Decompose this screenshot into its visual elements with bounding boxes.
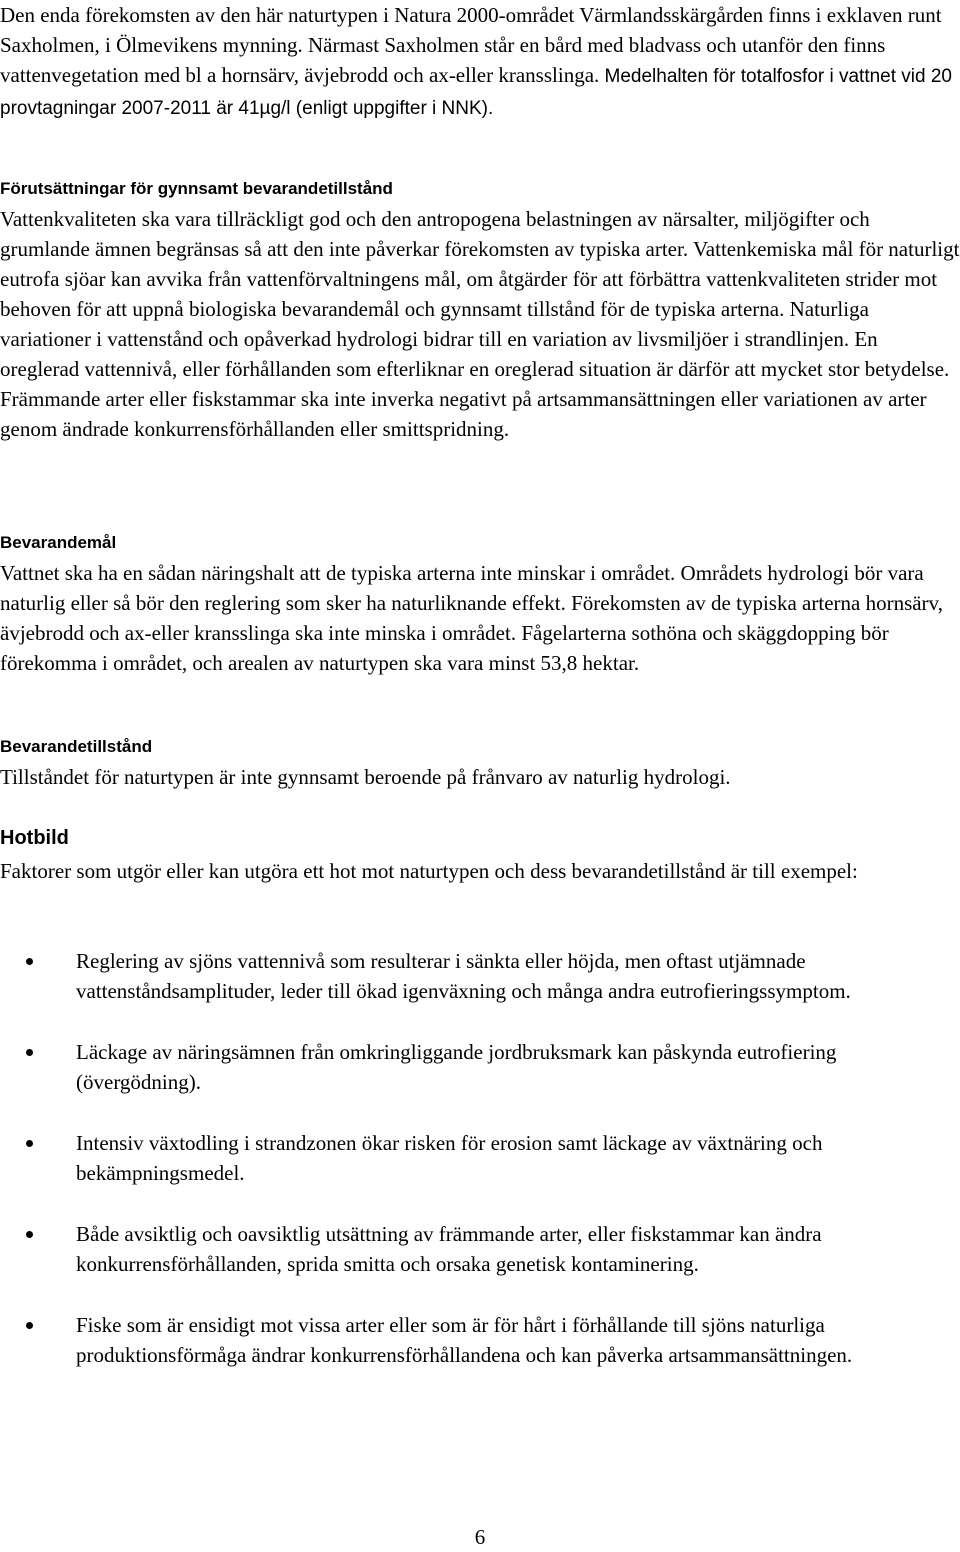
bullet-icon xyxy=(26,1322,33,1329)
section-bevarandetillstand xyxy=(0,734,960,792)
section-body: Faktorer som utgör eller kan utgöra ett hot mot naturtypen och dess bevarandetillstånd är till exempel: xyxy=(0,859,858,883)
section-heading: Förutsättningar för gynnsamt bevarandetillstånd xyxy=(0,179,393,198)
section-heading: Bevarandetillstånd xyxy=(0,737,153,756)
bullet-icon xyxy=(26,1231,33,1238)
list-item: Både avsiktlig och oavsiktlig utsättning av främmande arter, eller fiskstammar kan ändra konkurrensförhållanden, sprida smitta och orsaka genetisk kontaminering. xyxy=(0,1219,960,1279)
section-hotbild xyxy=(0,824,960,886)
list-item: Läckage av näringsämnen från omkringliggande jordbruksmark kan påskynda eutrofiering (övergödning). xyxy=(0,1037,960,1097)
bullet-icon xyxy=(26,1140,33,1147)
intro-tail-text: Medelhalten för totalfosfor i vattnet vid 20 provtagningar 2007-2011 är 41µg/l (enligt uppgifter i NNK). xyxy=(0,66,952,119)
section-body: Tillståndet för naturtypen är inte gynnsamt beroende på frånvaro av naturlig hydrologi. xyxy=(0,765,731,789)
section-body: Vattnet ska ha en sådan näringshalt att de typiska arterna inte minskar i området. Områdets hydrologi bör vara naturlig eller så bör den reglering som sker ha naturliknande effekt. Förekomsten av de typiska arterna hornsärv, ävjebrodd och ax-eller kransslinga ska inte minska i området. Fågelarterna sothöna och skäggdopping bör förekomma i området, och arealen av naturtypen ska vara minst 53,8 hektar. xyxy=(0,561,943,675)
page-number: 6 xyxy=(474,1525,486,1549)
intro-lead-text: Den enda förekomsten av den här naturtypen i Natura 2000-området Värmlandsskärgården finns i exklaven runt Saxholmen, i Ölmevikens mynning. Närmast Saxholmen står en bård med bladvass och utanför den finns vattenvegetation med bl a hornsärv, ävjebrodd och ax-eller kransslinga. xyxy=(0,3,942,87)
section-heading: Bevarandemål xyxy=(0,533,117,552)
bullet-icon xyxy=(26,958,33,965)
section-heading: Hotbild xyxy=(0,827,69,849)
section-bevarandemal xyxy=(0,530,960,678)
section-body: Vattenkvaliteten ska vara tillräckligt god och den antropogena belastningen av närsalter, miljögifter och grumlande ämnen begränsas så att den inte påverkar förekomsten av typiska arter. Vattenkemiska mål för naturligt eutrofa sjöar kan avvika från vattenförvaltningens mål, om åtgärder för att förbättra vattenkvaliteten strider mot behoven för att uppnå biologiska bevarandemål och gynnsamt tillstånd för de typiska arterna. Naturliga variationer i vattenstånd och opåverkad hydrologi bidrar till en variation av livsmiljöer i strandlinjen. En oreglerad vattennivå, eller förhållanden som efterliknar en oreglerad situation är därför att mycket stor betydelse. xyxy=(0,207,960,381)
list-item: Reglering av sjöns vattennivå som resulterar i sänkta eller höjda, men oftast utjämnade vattenståndsamplituder, leder till ökad igenväxning och många andra eutrofieringssymptom. xyxy=(0,946,960,1006)
list-item: Intensiv växtodling i strandzonen ökar risken för erosion samt läckage av växtnäring och bekämpningsmedel. xyxy=(0,1128,960,1188)
list-item: Fiske som är ensidigt mot vissa arter eller som är för hårt i förhållande till sjöns naturliga produktionsförmåga ändrar konkurrensförhållandena och kan påverka artsammansättningen. xyxy=(0,1310,960,1370)
section-body-2: Främmande arter eller fiskstammar ska inte inverka negativt på artsammansättningen eller variationen av arter genom ändrade konkurrensförhållanden eller smittspridning. xyxy=(0,387,927,441)
section-forutsattningar xyxy=(0,176,960,444)
intro-paragraph xyxy=(0,0,960,124)
bullet-icon xyxy=(26,1049,33,1056)
threat-list xyxy=(0,946,960,1401)
